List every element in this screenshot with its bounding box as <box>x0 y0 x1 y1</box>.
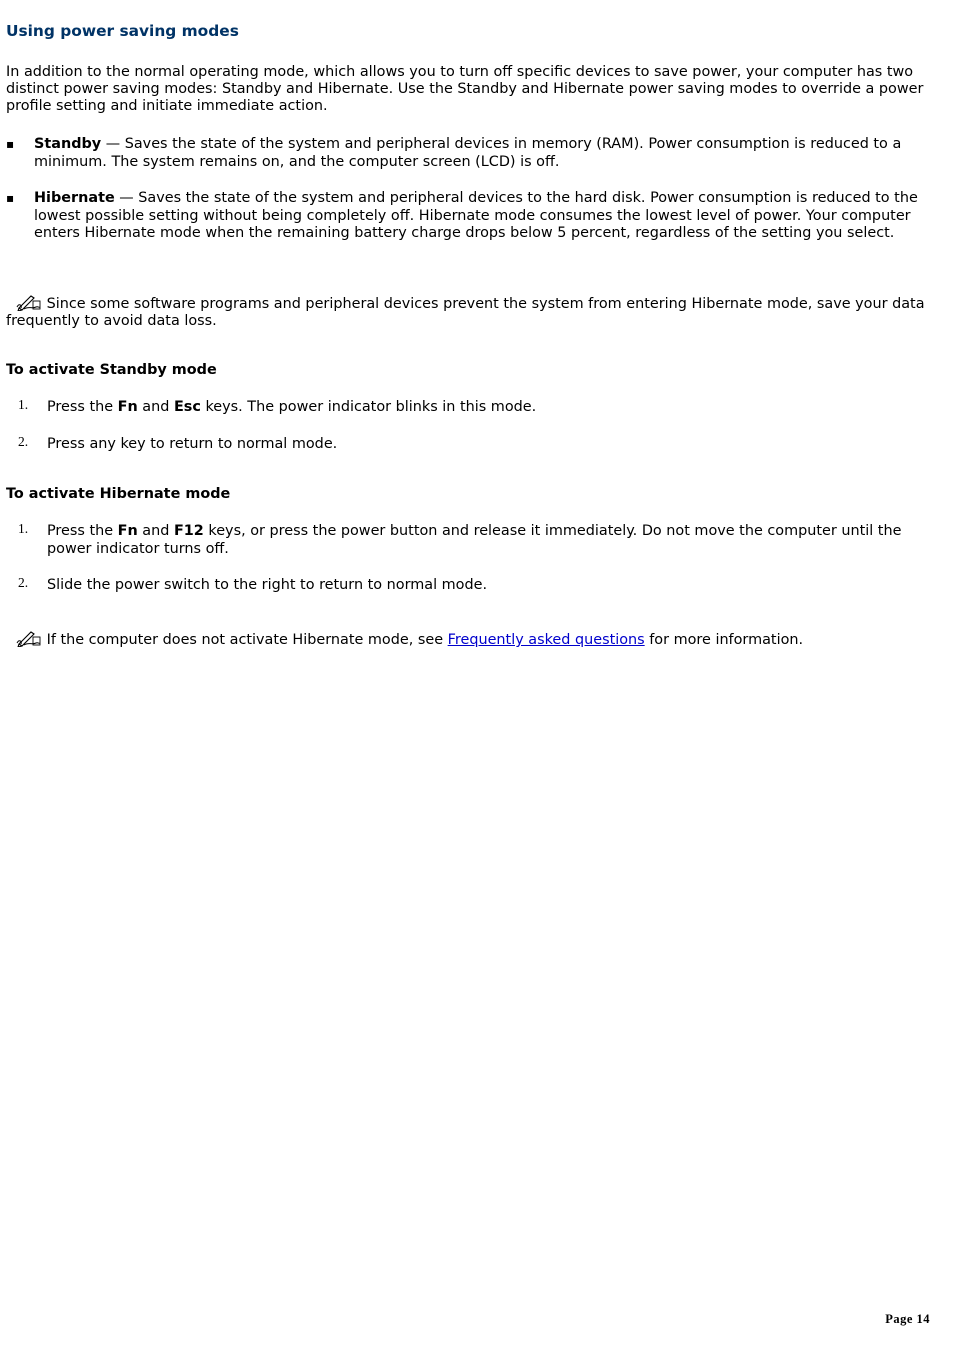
intro-paragraph: In addition to the normal operating mode, which allows you to turn off specific devices to save power, your computer has two distinct power saving modes: Standby and Hibernate. Use the Standby and Hibernate power saving modes to override a power profile setting and initiate immediate action. <box>6 64 924 114</box>
step-text-pre: Press the <box>47 399 118 415</box>
step-text-mid: and <box>137 399 174 415</box>
step-number: 2. <box>18 575 29 590</box>
term-hibernate: Hibernate <box>34 190 115 206</box>
page-number: Page 14 <box>885 1312 930 1326</box>
standby-heading: To activate Standby mode <box>6 362 217 378</box>
bullet-marker: ▪ <box>6 191 15 205</box>
key-esc: Esc <box>173 399 201 415</box>
step-text-post: keys, or press the power button and release it immediately. Do not move the computer until the power indicator turns off. <box>47 523 902 557</box>
step-number: 1. <box>18 397 29 412</box>
standby-step-2 <box>6 435 906 453</box>
hibernate-description: — Saves the state of the system and peripheral devices to the hard disk. Power consumption is reduced to the lowest possible setting without being completely off. Hibernate mode consumes the lowest level of power. Your computer enters Hibernate mode when the remaining battery charge drops below 5 percent, regardless of the setting you select. <box>34 190 918 241</box>
note-data-loss <box>6 293 944 330</box>
standby-step-1 <box>6 398 906 416</box>
note-faq <box>6 629 944 649</box>
bullet-marker: ▪ <box>6 137 15 151</box>
note-text: Since some software programs and peripheral devices prevent the system from entering Hibernate mode, save your data frequently to avoid data loss. <box>6 296 925 329</box>
step-number: 2. <box>18 434 29 449</box>
hibernate-step-1 <box>6 522 906 558</box>
note-pencil-icon <box>16 293 42 311</box>
term-standby: Standby <box>34 136 102 152</box>
step-text: Slide the power switch to the right to return to normal mode. <box>47 577 488 593</box>
bullet-text <box>34 190 926 243</box>
step-text-mid: and <box>137 523 174 539</box>
step-text: Press any key to return to normal mode. <box>47 436 338 452</box>
step-text-pre: Press the <box>47 523 118 539</box>
page-title: Using power saving modes <box>6 22 239 40</box>
standby-description: — Saves the state of the system and peripheral devices in memory (RAM). Power consumption is reduced to a minimum. The system remains on, and the computer screen (LCD) is off. <box>34 136 902 170</box>
hibernate-heading: To activate Hibernate mode <box>6 486 231 502</box>
note-text-post: for more information. <box>644 632 804 648</box>
key-f12: F12 <box>173 523 204 539</box>
list-item-hibernate <box>6 190 926 243</box>
step-number: 1. <box>18 521 29 536</box>
key-fn: Fn <box>117 399 138 415</box>
key-fn: Fn <box>117 523 138 539</box>
note-pencil-icon <box>16 629 42 647</box>
bullet-text <box>34 136 926 171</box>
step-text-post: keys. The power indicator blinks in this mode. <box>200 399 537 415</box>
note-text-pre: If the computer does not activate Hibernate mode, see <box>42 632 448 648</box>
step-text <box>47 398 906 416</box>
faq-link[interactable]: Frequently asked questions <box>447 632 645 648</box>
list-item-standby <box>6 136 926 171</box>
hibernate-step-2 <box>6 576 906 594</box>
step-text <box>47 522 906 558</box>
